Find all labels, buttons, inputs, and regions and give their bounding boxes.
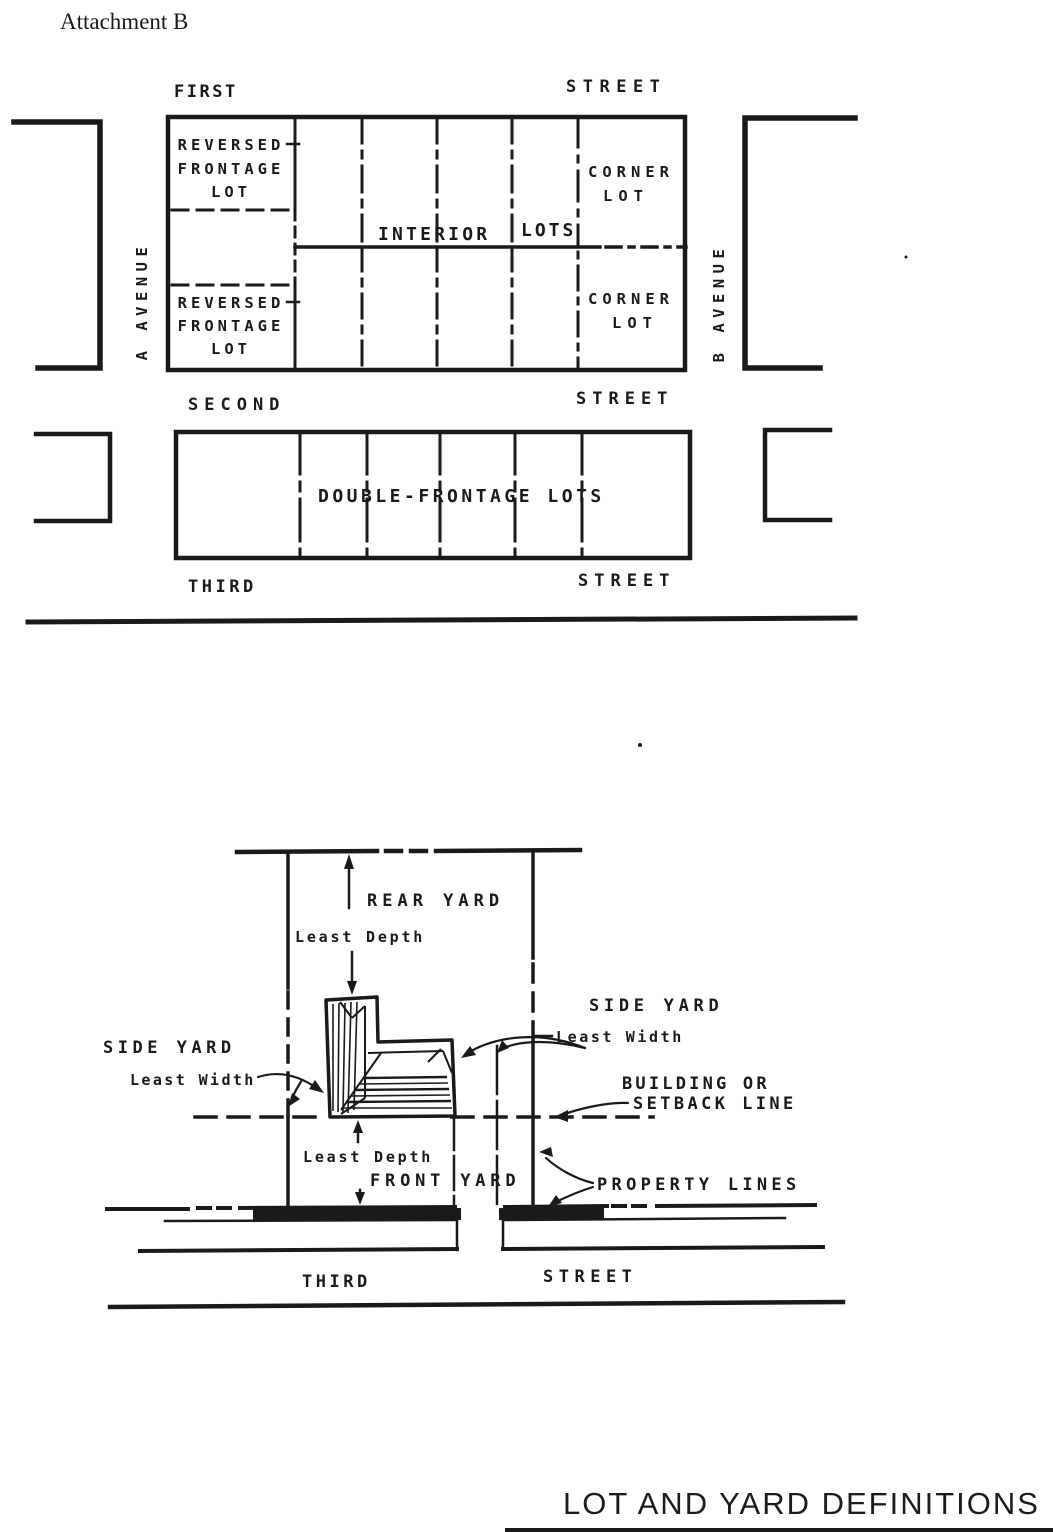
curb-line-left bbox=[140, 1249, 457, 1251]
yard-diagram bbox=[103, 850, 843, 1307]
arrow-to-side-yard bbox=[461, 1046, 476, 1058]
arrow-down bbox=[347, 981, 357, 995]
reversed-bottom-line1: REVERSED bbox=[177, 294, 285, 312]
property-leader-upper bbox=[546, 1158, 593, 1183]
setback-line-label: SETBACK LINE bbox=[633, 1094, 797, 1114]
west-block-outline bbox=[14, 122, 100, 368]
curb-line-right bbox=[503, 1247, 823, 1249]
rear-property-line-left bbox=[237, 851, 377, 852]
front-yard-label: FRONT YARD bbox=[370, 1171, 521, 1191]
third-street-word: STREET bbox=[543, 1267, 638, 1287]
corner-bottom-line1: CORNER bbox=[588, 290, 674, 308]
scan-edge-artifact bbox=[505, 1528, 1053, 1532]
side-yard-left-width-label: Least Width bbox=[130, 1071, 256, 1089]
reversed-bottom-line2: FRONTAGE bbox=[177, 317, 285, 335]
reversed-frontage-lot-bottom-label bbox=[178, 294, 299, 358]
double-frontage-label: DOUBLE-FRONTAGE LOTS bbox=[318, 486, 605, 507]
block-diagram bbox=[14, 77, 908, 622]
attachment-label: Attachment B bbox=[60, 9, 189, 34]
side-yard-left-label: SIDE YARD bbox=[103, 1038, 236, 1058]
corner-top-line2: LOT bbox=[603, 187, 649, 205]
east-block2-outline bbox=[765, 430, 830, 520]
page-title: LOT AND YARD DEFINITIONS bbox=[563, 1486, 1040, 1521]
reversed-top-line3: LOT bbox=[211, 183, 251, 201]
property-leader-lower bbox=[556, 1187, 593, 1202]
street-centerline bbox=[110, 1302, 843, 1307]
third-street-name: THIRD bbox=[302, 1272, 371, 1292]
reversed-top-line2: FRONTAGE bbox=[177, 160, 285, 178]
side-yard-right-width-label: Least Width bbox=[556, 1028, 684, 1046]
scan-speck bbox=[638, 743, 642, 747]
avenue-a-label: A AVENUE bbox=[133, 241, 151, 361]
arrow-to-building bbox=[309, 1080, 324, 1093]
reversed-top-line1: REVERSED bbox=[177, 136, 285, 154]
corner-lot-top-label bbox=[588, 163, 674, 205]
building-footprint bbox=[326, 997, 455, 1117]
interior-label: INTERIOR bbox=[378, 224, 491, 245]
reversed-bottom-line3: LOT bbox=[211, 340, 251, 358]
arrow-to-lot-line bbox=[497, 1040, 509, 1053]
first-street-word: STREET bbox=[566, 77, 667, 97]
third-street-name: THIRD bbox=[188, 577, 257, 597]
east-block-outline bbox=[745, 118, 855, 368]
front-least-depth-label: Least Depth bbox=[303, 1148, 434, 1166]
reversed-frontage-lot-top-label bbox=[178, 136, 299, 201]
second-street-word: STREET bbox=[576, 389, 674, 409]
arrow-up bbox=[353, 1120, 363, 1133]
corner-top-line1: CORNER bbox=[588, 163, 674, 181]
arrow-to-side-property-line bbox=[539, 1147, 553, 1157]
building-or-label: BUILDING OR bbox=[622, 1074, 770, 1094]
arrow-up bbox=[344, 854, 354, 869]
second-street-name: SECOND bbox=[188, 395, 286, 415]
rear-yard-label: REAR YARD bbox=[367, 891, 505, 911]
rear-property-line-right bbox=[436, 850, 580, 851]
corner-bottom-line2: LOT bbox=[612, 314, 658, 332]
third-street-line bbox=[28, 618, 855, 622]
rear-least-depth-label: Least Depth bbox=[295, 928, 426, 946]
side-yard-right-label: SIDE YARD bbox=[589, 996, 724, 1016]
corner-lot-bottom-label bbox=[588, 290, 674, 332]
west-block2-outline bbox=[36, 434, 110, 521]
arrow-to-setback-line bbox=[554, 1110, 568, 1122]
property-lines-label: PROPERTY LINES bbox=[597, 1175, 801, 1195]
interior-lot-dividers-bottom bbox=[362, 247, 578, 370]
scan-speck bbox=[905, 256, 908, 259]
arrow-to-property-line bbox=[288, 1093, 300, 1107]
setback-leader bbox=[562, 1103, 628, 1115]
interior-lots-label: LOTS bbox=[521, 220, 577, 241]
first-street-name: FIRST bbox=[174, 82, 238, 102]
sidewalk bbox=[165, 1213, 785, 1221]
arrow-down bbox=[355, 1192, 365, 1205]
third-street-word: STREET bbox=[578, 571, 676, 591]
avenue-b-label: B AVENUE bbox=[710, 243, 728, 363]
